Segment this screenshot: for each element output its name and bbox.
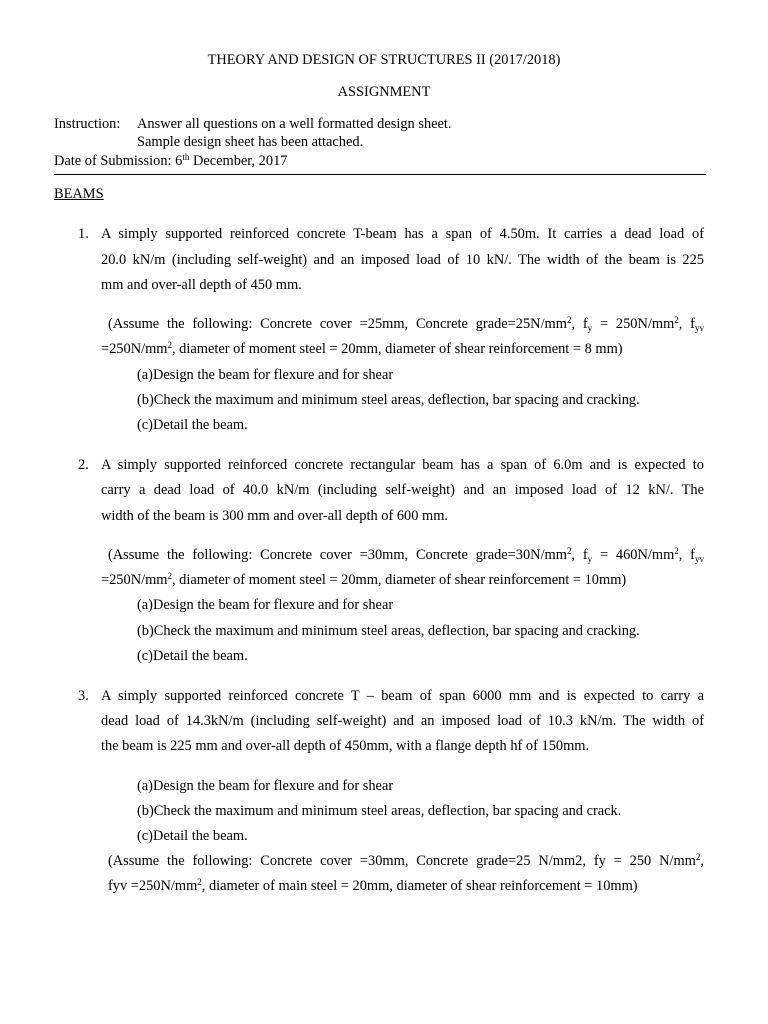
question-1-assumptions-cont: $=250N/mm^2$, diameter of moment steel = 20mm, diameter of shear reinforcement = 8 mm)	[101, 340, 623, 357]
instruction-line-1: Answer all questions on a well formatted design sheet.	[137, 116, 452, 132]
question-2-assumptions-cont: $=250N/mm^2$, diameter of moment steel = 20mm, diameter of shear reinforcement = 10mm)	[101, 571, 627, 588]
question-3-stem-line: dead load of 14.3kN/m (including self-weight) and an imposed load of 10.3 kN/m. The width of	[101, 713, 704, 729]
question-2-part-c: (c)Detail the beam.	[137, 648, 248, 664]
question-3-part-a: (a)Design the beam for flexure and for shear	[137, 778, 394, 794]
question-2-stem-line: carry a dead load of 40.0 kN/m (including self-weight) and an imposed load of 12 kN/. The	[101, 482, 704, 498]
submission-date: Date of Submission: 6th December, 2017	[54, 152, 288, 169]
question-2-stem-line: A simply supported reinforced concrete rectangular beam has a span of 6.0m and is expected to	[101, 457, 704, 473]
question-3-number: 3.	[78, 688, 89, 704]
question-3-assumptions: (Assume the following: Concrete cover =30mm, Concrete grade=25 N/mm2, fy = 250 $N/mm^2$,	[108, 852, 704, 869]
question-1-assumptions: (Assume the following: Concrete cover =25mm, Concrete $grade=25N/mm^2$, $f_y = 250N/mm^2$, $f_{yv}$	[108, 315, 704, 333]
question-3-stem-line: A simply supported reinforced concrete T – beam of span 6000 mm and is expected to carry a	[101, 688, 704, 704]
header-divider	[54, 174, 706, 175]
question-2-number: 2.	[78, 457, 89, 473]
question-3-part-c: (c)Detail the beam.	[137, 828, 248, 844]
instruction-line-2: Sample design sheet has been attached.	[137, 134, 364, 150]
question-1-part-b: (b)Check the maximum and minimum steel areas, deflection, bar spacing and cracking.	[137, 392, 640, 408]
question-1-stem-line: A simply supported reinforced concrete T-beam has a span of 4.50m. It carries a dead load of	[101, 226, 704, 242]
question-1-stem-line: 20.0 kN/m (including self-weight) and an imposed load of 10 kN/. The width of the beam is 225	[101, 252, 704, 268]
question-1-number: 1.	[78, 226, 89, 242]
section-heading: BEAMS	[54, 186, 104, 202]
question-1-stem-line: mm and over-all depth of 450 mm.	[101, 277, 302, 293]
question-2-part-a: (a)Design the beam for flexure and for shear	[137, 597, 394, 613]
question-2-assumptions: (Assume the following: Concrete cover =30mm, Concrete $grade=30N/mm^2$, $f_y = 460N/mm^2$, $f_{yv}$	[108, 546, 704, 564]
question-3-part-b: (b)Check the maximum and minimum steel areas, deflection, bar spacing and crack.	[137, 803, 622, 819]
document-title: THEORY AND DESIGN OF STRUCTURES II (2017/2018)	[207, 52, 561, 68]
question-2-part-b: (b)Check the maximum and minimum steel areas, deflection, bar spacing and cracking.	[137, 623, 640, 639]
question-1-part-a: (a)Design the beam for flexure and for shear	[137, 367, 394, 383]
instruction-label: Instruction:	[54, 116, 121, 132]
question-3-assumptions-cont: fyv $=250N/mm^2$, diameter of main steel = 20mm, diameter of shear reinforcement = 10mm)	[108, 877, 638, 894]
question-3-stem-line: the beam is 225 mm and over-all depth of 450mm, with a flange depth hf of 150mm.	[101, 738, 590, 754]
question-2-stem-line: width of the beam is 300 mm and over-all depth of 600 mm.	[101, 508, 449, 524]
document-subtitle: ASSIGNMENT	[337, 84, 431, 100]
question-1-part-c: (c)Detail the beam.	[137, 417, 248, 433]
